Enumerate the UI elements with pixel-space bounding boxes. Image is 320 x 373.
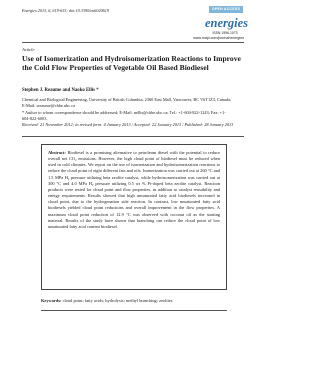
article-type: Article xyxy=(22,47,35,52)
journal-reference: Energies 2013, 6, 619-633; doi:10.3390/en6020619 xyxy=(22,8,109,13)
keywords xyxy=(41,298,231,304)
abstract-box xyxy=(41,144,227,290)
keywords-divider xyxy=(41,310,227,311)
abstract-paragraph xyxy=(48,150,220,230)
journal-logo: energies xyxy=(205,16,249,30)
authors: Stephen J. Reaume and Naoko Ellis * xyxy=(22,88,99,93)
publication-dates: Received: 21 November 2012; in revised form: 4 January 2013 / Accepted: 22 January 2013 / Published: 28 January 2013 xyxy=(22,122,234,127)
journal-url[interactable]: www.mdpi.com/journal/energies xyxy=(193,36,244,40)
article-title: Use of Isomerization and Hydroisomerization Reactions to Improve the Cold Flow Properties of Vegetable Oil Based Biodiesel xyxy=(22,54,241,72)
keywords-label: Keywords: xyxy=(41,298,62,303)
affiliation: Chemical and Biological Engineering, University of British Columbia, 2360 East Mall, Vancouver, BC V6T1Z3, Canada; E-Mail: sreaume@chbe.ubc.ca xyxy=(22,97,232,108)
abstract-text: Biodiesel is a promising alternative to petroleum diesel with the potential to reduce overall net CO₂ emissions. However, the high cloud point of biodiesel must be reduced when used in cold climates. We report on the use of isomerization and hydroisomerization reactions to reduce the cloud point of eight different fats and oils. Isomerization was carried out at 260 °C and 1.5 MPa H₂ pressure utilizing beta zeolite catalyst, while hydroisomerization was carried out at 300 °C and 4.0 MPa H₂ pressure utilizing 0.5 wt % Pt-doped beta zeolite catalyst. Reaction products were tested for cloud point and flow properties, in addition to catalyst reusability and energy requirements. Results showed that high unsaturated fatty acid biodiesels increased in cloud point, due to the hydrogenation side reaction. In contrast, low unsaturated fatty acid biodiesels yielded cloud point reductions and overall improvement in the flow properties. A maximum cloud point reduction of 12.9 °C was observed with coconut oil as the starting material. Results of the study have shown that branching can reduce the cloud point of low unsaturated fatty acid content biodiesel. xyxy=(48,150,220,229)
section-divider xyxy=(22,136,244,137)
abstract-label: Abstract: xyxy=(48,150,66,155)
correspondence: * Author to whom correspondence should be addressed; E-Mail: nellis@chbe.ubc.ca; Tel.: +1-604-822-1243; Fax: +1-604-822-6003. xyxy=(22,110,226,121)
open-access-badge: OPEN ACCESS xyxy=(209,6,243,13)
keywords-text: cloud point; fatty acids; hydrolysis; methyl branching; zeolites xyxy=(62,298,173,303)
issn: ISSN 1996-1073 xyxy=(212,31,238,35)
header-divider xyxy=(22,42,244,43)
